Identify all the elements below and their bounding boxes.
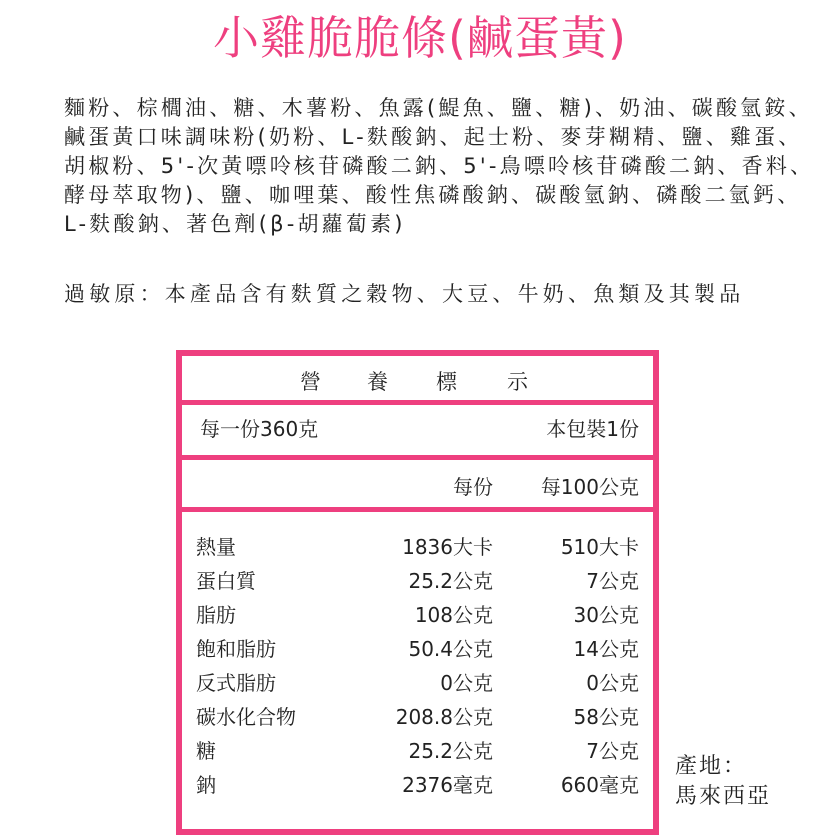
nutrient-name: 反式脂肪	[196, 671, 276, 695]
header-per-100g: 每100公克	[540, 475, 639, 499]
nutrient-per-serving: 50.4公克	[408, 637, 493, 661]
origin-label: 產地：	[675, 754, 748, 779]
nutrient-per-serving: 208.8公克	[395, 705, 493, 729]
nutrient-per-serving: 2376毫克	[402, 773, 493, 797]
nutrient-per-100g: 510大卡	[560, 535, 639, 559]
nutrient-name: 碳水化合物	[196, 705, 296, 729]
nutrient-row	[182, 667, 653, 701]
nutrient-per-serving: 25.2公克	[408, 569, 493, 593]
nutrition-facts-panel	[176, 350, 659, 835]
nutrient-per-100g: 14公克	[573, 637, 639, 661]
divider	[182, 507, 653, 512]
nutrient-name: 鈉	[196, 773, 216, 797]
nutrient-per-100g: 660毫克	[560, 773, 639, 797]
nutrient-per-100g: 0公克	[586, 671, 639, 695]
nutrient-row	[182, 701, 653, 735]
nutrient-row	[182, 565, 653, 599]
product-title: 小雞脆脆條(鹹蛋黃)	[213, 11, 627, 65]
nutrient-row	[182, 633, 653, 667]
nutrition-panel-title	[182, 362, 653, 402]
nutrient-row	[182, 769, 653, 803]
nutrient-per-100g: 7公克	[586, 569, 639, 593]
nutrient-per-100g: 7公克	[586, 739, 639, 763]
header-per-serving: 每份	[453, 475, 493, 499]
nutrient-row	[182, 599, 653, 633]
serving-size: 每一份360克	[200, 417, 319, 441]
nutrient-per-serving: 108公克	[414, 603, 493, 627]
ingredients-text: 麵粉、棕櫚油、糖、木薯粉、魚露(鯷魚、鹽、糖)、奶油、碳酸氫銨、鹹蛋黃口味調味粉(奶粉、L-麩酸鈉、起士粉、麥芽糊精、鹽、雞蛋、胡椒粉、5'-次黃嘌呤核苷磷酸二鈉、5'-鳥嘌呤核苷磷酸二鈉、香料、酵母萃取物)、鹽、咖哩葉、酸性焦磷酸鈉、碳酸氫鈉、磷酸二氫鈣、L-麩酸鈉、著色劑(β-胡蘿蔔素)	[64, 96, 815, 236]
divider	[182, 400, 653, 405]
nutrient-row	[182, 735, 653, 769]
origin-block	[675, 752, 771, 812]
nutrient-per-serving: 25.2公克	[408, 739, 493, 763]
divider	[182, 455, 653, 460]
nutrient-name: 熱量	[196, 535, 236, 559]
nutrient-name: 蛋白質	[196, 569, 256, 593]
title-char: 養	[367, 370, 388, 394]
nutrient-row	[182, 531, 653, 565]
title-char: 標	[436, 370, 457, 394]
title-char: 示	[507, 370, 528, 394]
servings-per-package: 本包裝1份	[546, 417, 639, 441]
origin-value: 馬來西亞	[675, 784, 772, 809]
nutrient-per-serving: 0公克	[440, 671, 493, 695]
allergen-text: 過敏原：本產品含有麩質之穀物、大豆、牛奶、魚類及其製品	[64, 282, 745, 306]
nutrient-per-serving: 1836大卡	[402, 535, 493, 559]
nutrient-name: 飽和脂肪	[196, 637, 276, 661]
nutrient-per-100g: 58公克	[573, 705, 639, 729]
title-char: 營	[300, 370, 321, 394]
nutrient-name: 脂肪	[196, 603, 236, 627]
nutrient-name: 糖	[196, 739, 216, 763]
nutrient-per-100g: 30公克	[573, 603, 639, 627]
